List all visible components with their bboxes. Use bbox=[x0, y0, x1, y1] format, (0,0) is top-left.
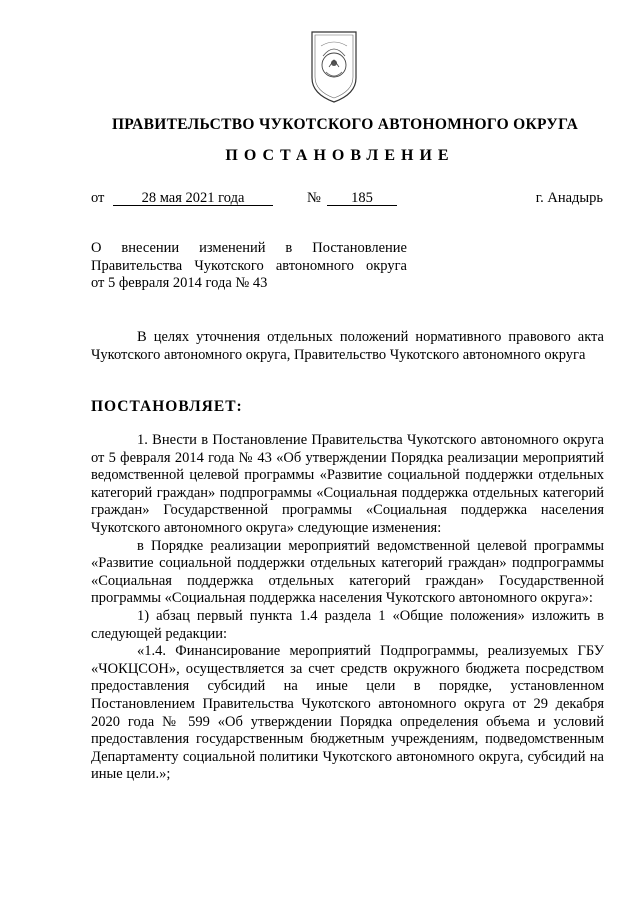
coat-of-arms-icon bbox=[309, 30, 359, 104]
body-paragraph-2: в Порядке реализации мероприятий ведомственной целевой программы «Развитие социальной поддержки отдельных категорий граждан» подпрограммы «Социальная поддержка отдельных категорий граждан» Государственной программы «Социальная поддержка населения Чукотского автономного округа»: bbox=[91, 537, 604, 607]
from-label: от bbox=[91, 190, 105, 206]
subject-line-2: Правительства Чукотского автономного округа bbox=[91, 257, 407, 274]
city: г. Анадырь bbox=[535, 190, 603, 206]
body-paragraph-1: 1. Внести в Постановление Правительства Чукотского автономного округа от 5 февраля 2014 года № 43 «Об утверждении Порядка реализации мероприятий ведомственной целевой программы «Развитие социальной поддержки отдельных категорий граждан» подпрограммы «Социальная поддержка отдельных категорий граждан» Государственной программы «Социальная поддержка населения Чукотского автономного округа» следующие изменения: bbox=[91, 432, 604, 536]
number-label: № bbox=[307, 190, 321, 206]
decree-subject bbox=[91, 240, 407, 293]
decree-number bbox=[327, 190, 397, 207]
decree-date-value: 28 мая 2021 года bbox=[113, 191, 273, 206]
subject-line-3: от 5 февраля 2014 года № 43 bbox=[91, 275, 268, 291]
decree-number-value: 185 bbox=[327, 191, 397, 206]
decree-date bbox=[113, 190, 273, 207]
decree-body bbox=[91, 432, 604, 784]
decree-heading bbox=[0, 147, 640, 165]
preamble-text: В целях уточнения отдельных положений нормативного правового акта Чукотского автономного округа, Правительство Чукотского автономного округа bbox=[91, 329, 604, 363]
government-title: ПРАВИТЕЛЬСТВО ЧУКОТСКОГО АВТОНОМНОГО ОКРУГА bbox=[111, 116, 579, 133]
resolves-heading: ПОСТАНОВЛЯЕТ: bbox=[91, 398, 243, 415]
body-paragraph-3: 1) абзац первый пункта 1.4 раздела 1 «Общие положения» изложить в следующей редакции: bbox=[91, 607, 604, 642]
government-heading bbox=[0, 116, 640, 134]
decree-title: ПОСТАНОВЛЕНИЕ bbox=[225, 147, 455, 164]
subject-line-1: О внесении изменений в Постановление bbox=[91, 240, 407, 256]
preamble bbox=[91, 329, 604, 364]
body-paragraph-4: «1.4. Финансирование мероприятий Подпрограммы, реализуемых ГБУ «ЧОКЦСОН», осуществляется за счет средств окружного бюджета посредством предоставления субсидий на иные цели в порядке, установленном Постановлением Правительства Чукотского автономного округа от 29 декабря 2020 года № 599 «Об утверждении Порядка определения объема и условий предоставления государственным бюджетным учреждениям, подведомственным Департаменту социальной политики Чукотского автономного округа, субсидий на иные цели.»; bbox=[91, 643, 604, 783]
